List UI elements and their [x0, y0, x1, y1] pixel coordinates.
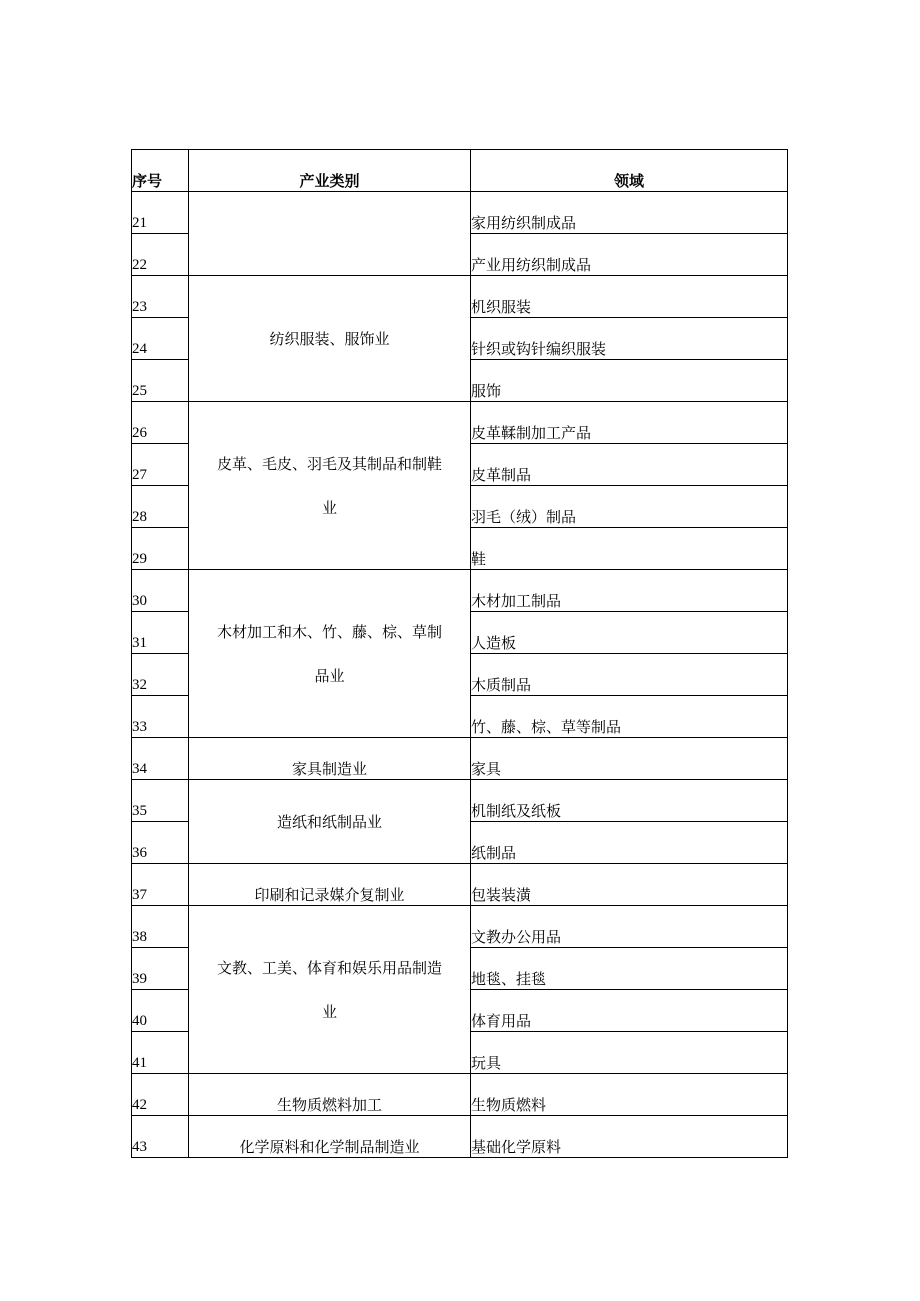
row-number: 43 — [132, 1116, 189, 1158]
domain-cell: 鞋 — [471, 528, 788, 570]
row-number: 40 — [132, 990, 189, 1032]
row-number: 27 — [132, 444, 189, 486]
category-cell: 化学原料和化学制品制造业 — [189, 1116, 471, 1158]
category-cell: 造纸和纸制品业 — [189, 780, 471, 864]
category-cell: 生物质燃料加工 — [189, 1074, 471, 1116]
domain-cell: 地毯、挂毯 — [471, 948, 788, 990]
table-row — [132, 1074, 788, 1116]
table-row — [132, 276, 788, 318]
domain-cell: 包装装潢 — [471, 864, 788, 906]
table-row — [132, 864, 788, 906]
row-number: 26 — [132, 402, 189, 444]
domain-cell: 竹、藤、棕、草等制品 — [471, 696, 788, 738]
category-line: 文教、工美、体育和娱乐用品制造 — [216, 958, 442, 977]
domain-cell: 人造板 — [471, 612, 788, 654]
row-number: 31 — [132, 612, 189, 654]
domain-cell: 针织或钩针编织服装 — [471, 318, 788, 360]
domain-cell: 家用纺织制成品 — [471, 192, 788, 234]
row-number: 24 — [132, 318, 189, 360]
domain-cell: 服饰 — [471, 360, 788, 402]
header-domain: 领域 — [471, 150, 788, 192]
row-number: 21 — [132, 192, 189, 234]
category-cell-empty — [189, 192, 471, 276]
row-number: 36 — [132, 822, 189, 864]
domain-cell: 皮革制品 — [471, 444, 788, 486]
domain-cell: 机织服装 — [471, 276, 788, 318]
domain-cell: 玩具 — [471, 1032, 788, 1074]
domain-cell: 文教办公用品 — [471, 906, 788, 948]
category-cell: 印刷和记录媒介复制业 — [189, 864, 471, 906]
category-cell — [189, 906, 471, 1074]
row-number: 42 — [132, 1074, 189, 1116]
header-index: 序号 — [132, 150, 189, 192]
category-cell — [189, 402, 471, 570]
row-number: 23 — [132, 276, 189, 318]
row-number: 28 — [132, 486, 189, 528]
row-number: 41 — [132, 1032, 189, 1074]
row-number: 38 — [132, 906, 189, 948]
domain-cell: 生物质燃料 — [471, 1074, 788, 1116]
domain-cell: 纸制品 — [471, 822, 788, 864]
domain-cell: 木质制品 — [471, 654, 788, 696]
category-line: 木材加工和木、竹、藤、棕、草制 — [216, 622, 442, 641]
row-number: 29 — [132, 528, 189, 570]
table-row — [132, 1116, 788, 1158]
table-row — [132, 570, 788, 612]
table-row — [132, 192, 788, 234]
domain-cell: 机制纸及纸板 — [471, 780, 788, 822]
row-number: 34 — [132, 738, 189, 780]
row-number: 25 — [132, 360, 189, 402]
domain-cell: 木材加工制品 — [471, 570, 788, 612]
category-cell: 家具制造业 — [189, 738, 471, 780]
table-row — [132, 906, 788, 948]
row-number: 30 — [132, 570, 189, 612]
category-line: 皮革、毛皮、羽毛及其制品和制鞋 — [216, 454, 442, 473]
category-cell: 纺织服装、服饰业 — [189, 276, 471, 402]
domain-cell: 皮革鞣制加工产品 — [471, 402, 788, 444]
category-line: 业 — [321, 498, 337, 517]
table-row — [132, 402, 788, 444]
domain-cell: 体育用品 — [471, 990, 788, 1032]
row-number: 32 — [132, 654, 189, 696]
industry-table — [131, 149, 788, 1158]
category-line: 品业 — [314, 666, 345, 685]
domain-cell: 产业用纺织制成品 — [471, 234, 788, 276]
row-number: 33 — [132, 696, 189, 738]
table-row — [132, 738, 788, 780]
table-row — [132, 780, 788, 822]
row-number: 35 — [132, 780, 189, 822]
domain-cell: 家具 — [471, 738, 788, 780]
row-number: 37 — [132, 864, 189, 906]
domain-cell: 羽毛（绒）制品 — [471, 486, 788, 528]
category-line: 业 — [321, 1002, 337, 1021]
row-number: 22 — [132, 234, 189, 276]
row-number: 39 — [132, 948, 189, 990]
header-category: 产业类别 — [189, 150, 471, 192]
category-cell — [189, 570, 471, 738]
domain-cell: 基础化学原料 — [471, 1116, 788, 1158]
table-header-row — [132, 150, 788, 192]
